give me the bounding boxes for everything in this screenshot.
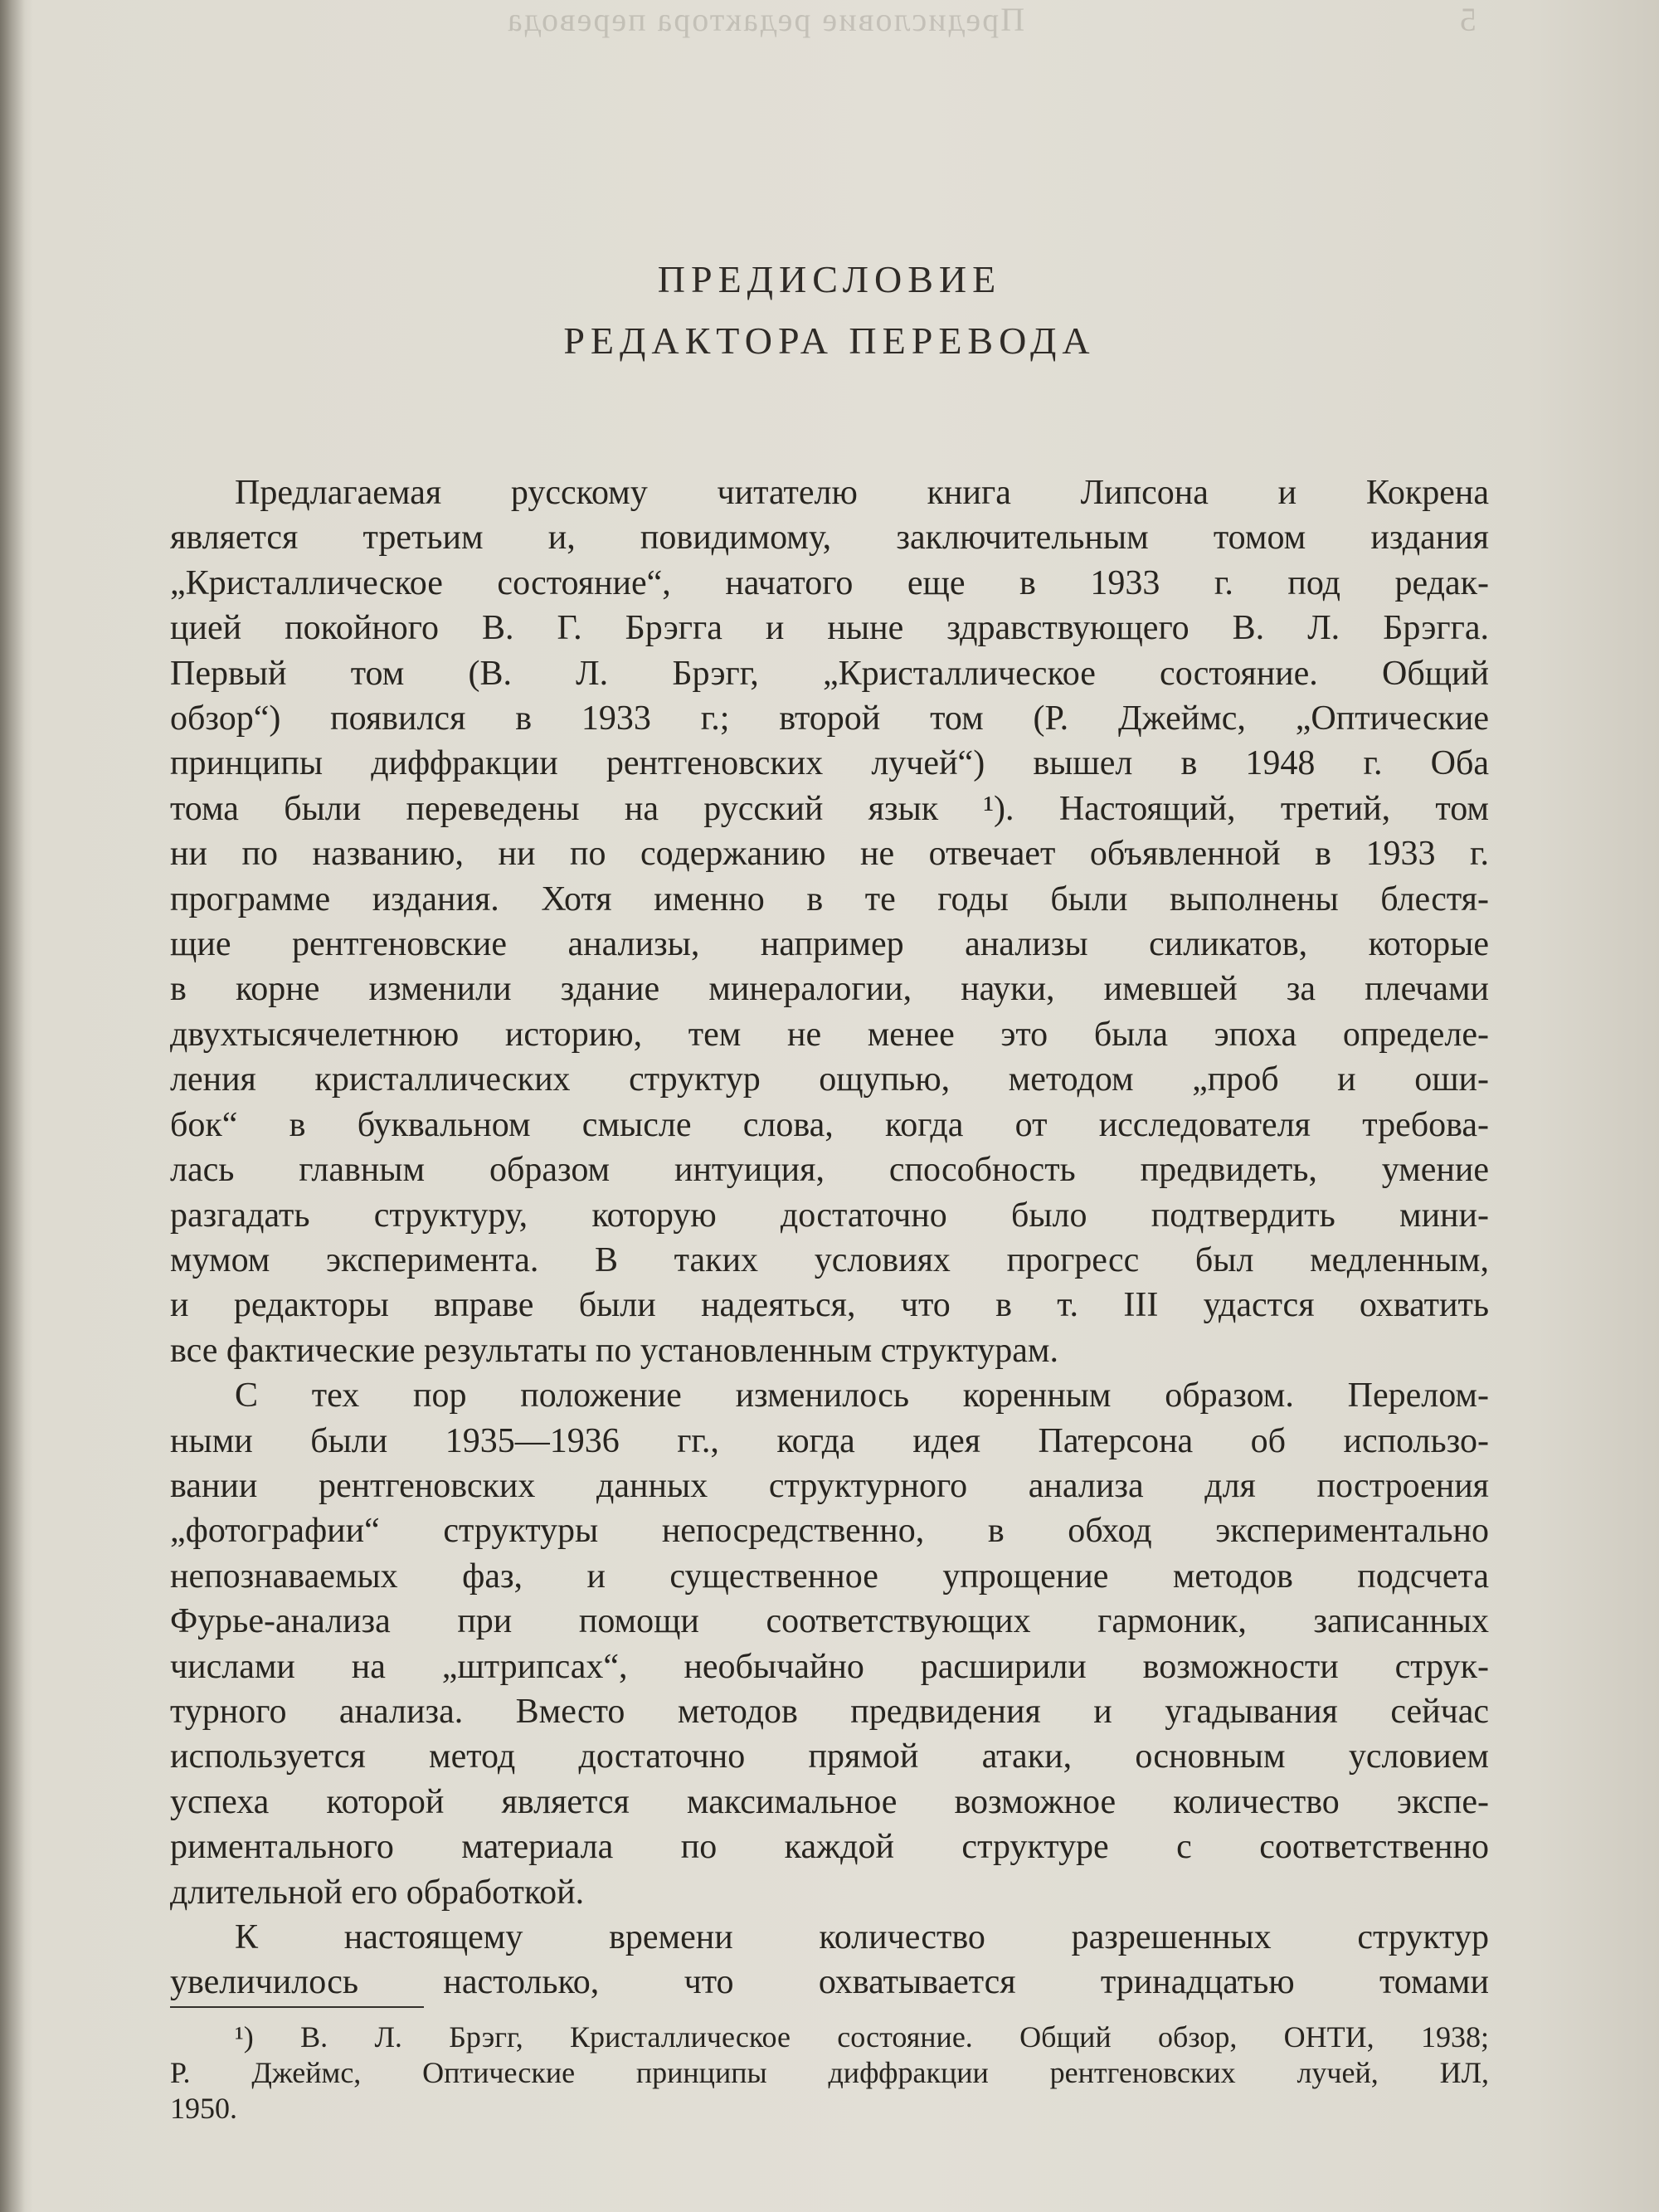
text-line: используется метод достаточно прямой атаки, основным условием [170, 1737, 1489, 1776]
bleed-through-header [506, 0, 1501, 50]
footnote-line: Р. Джеймс, Оптические принципы диффракции рентгеновских лучей, ИЛ, [170, 2056, 1489, 2089]
text-line: „фотографии“ структуры непосредственно, в обход экспериментально [170, 1512, 1489, 1551]
footnote-line: 1950. [170, 2092, 237, 2125]
footnote-separator [170, 2006, 424, 2008]
text-line: непознаваемых фаз, и существенное упрощение методов подсчета [170, 1557, 1489, 1596]
text-line: риментального материала по каждой структуре с соответственно [170, 1828, 1489, 1867]
text-line: двухтысячелетнюю историю, тем не менее это была эпоха определе- [170, 1015, 1489, 1054]
footnote-line: ¹) В. Л. Брэгг, Кристаллическое состояние. Общий обзор, ОНТИ, 1938; [235, 2020, 1489, 2054]
text-line: разгадать структуру, которую достаточно было подтвердить мини- [170, 1196, 1489, 1235]
chapter-title-line-1: ПРЕДИСЛОВИЕ [657, 258, 1002, 300]
text-line: программе издания. Хотя именно в те годы были выполнены блестя- [170, 879, 1489, 918]
paragraph [170, 470, 1489, 1373]
text-line: тома были переведены на русский язык ¹). Настоящий, третий, том [170, 789, 1489, 828]
footnote [170, 2020, 1489, 2127]
paragraph [170, 1915, 1489, 2005]
text-line: щие рентгеновские анализы, например анализы силикатов, которые [170, 925, 1489, 964]
text-line: бок“ в буквальном смысле слова, когда от исследователя требова- [170, 1105, 1489, 1144]
text-line: ления кристаллических структур ощупью, методом „проб и оши- [170, 1060, 1489, 1099]
text-line: Предлагаемая русскому читателю книга Липсона и Кокрена [235, 474, 1489, 512]
text-line: лась главным образом интуиция, способность предвидеть, умение [170, 1151, 1489, 1190]
text-line: обзор“) появился в 1933 г.; второй том (Р. Джеймс, „Оптические [170, 699, 1489, 738]
text-line: турного анализа. Вместо методов предвидения и угадывания сейчас [170, 1692, 1489, 1731]
text-line: в корне изменили здание минералогии, науки, имевшей за плечами [170, 970, 1489, 1009]
text-line: цией покойного В. Г. Брэгга и ныне здравствующего В. Л. Брэгга. [170, 609, 1489, 648]
body-text [170, 470, 1489, 2005]
text-line: все фактические результаты по установленным структурам. [170, 1331, 1058, 1370]
text-line: длительной его обработкой. [170, 1873, 585, 1912]
text-line: принципы диффракции рентгеновских лучей“) вышел в 1948 г. Оба [170, 744, 1489, 783]
paragraph [170, 1373, 1489, 1915]
text-line: мумом эксперимента. В таких условиях прогресс был медленным, [170, 1240, 1489, 1279]
text-line: К настоящему времени количество разрешенных структур [235, 1918, 1489, 1956]
bleed-through-header-text: Предисловие редактора перевода [506, 1, 1025, 38]
text-line: „Кристаллическое состояние“, начатого еще в 1933 г. под редак- [170, 563, 1489, 602]
text-line: ни по названию, ни по содержанию не отвечает объявленной в 1933 г. [170, 835, 1489, 874]
text-line: и редакторы вправе были надеяться, что в т. III удастся охватить [170, 1286, 1489, 1325]
text-line: вании рентгеновских данных структурного анализа для построения [170, 1466, 1489, 1505]
bleed-through-page-number: 5 [1458, 1, 1477, 38]
text-line: Фурье-анализа при помощи соответствующих гармоник, записанных [170, 1602, 1489, 1641]
text-line: ными были 1935—1936 гг., когда идея Патерсона об использо- [170, 1421, 1489, 1460]
text-line: успеха которой является максимальное возможное количество экспе- [170, 1782, 1489, 1821]
chapter-title-line-2: РЕДАКТОРА ПЕРЕВОДА [563, 319, 1096, 362]
text-line: числами на „штрипсах“, необычайно расширили возможности струк- [170, 1647, 1489, 1686]
text-line: является третьим и, повидимому, заключительным томом издания [170, 519, 1489, 558]
text-line: С тех пор положение изменилось коренным образом. Перелом- [235, 1376, 1489, 1415]
text-line: Первый том (В. Л. Брэгг, „Кристаллическое состояние. Общий [170, 654, 1489, 693]
text-line: увеличилось настолько, что охватывается тринадцатью томами [170, 1963, 1489, 2002]
